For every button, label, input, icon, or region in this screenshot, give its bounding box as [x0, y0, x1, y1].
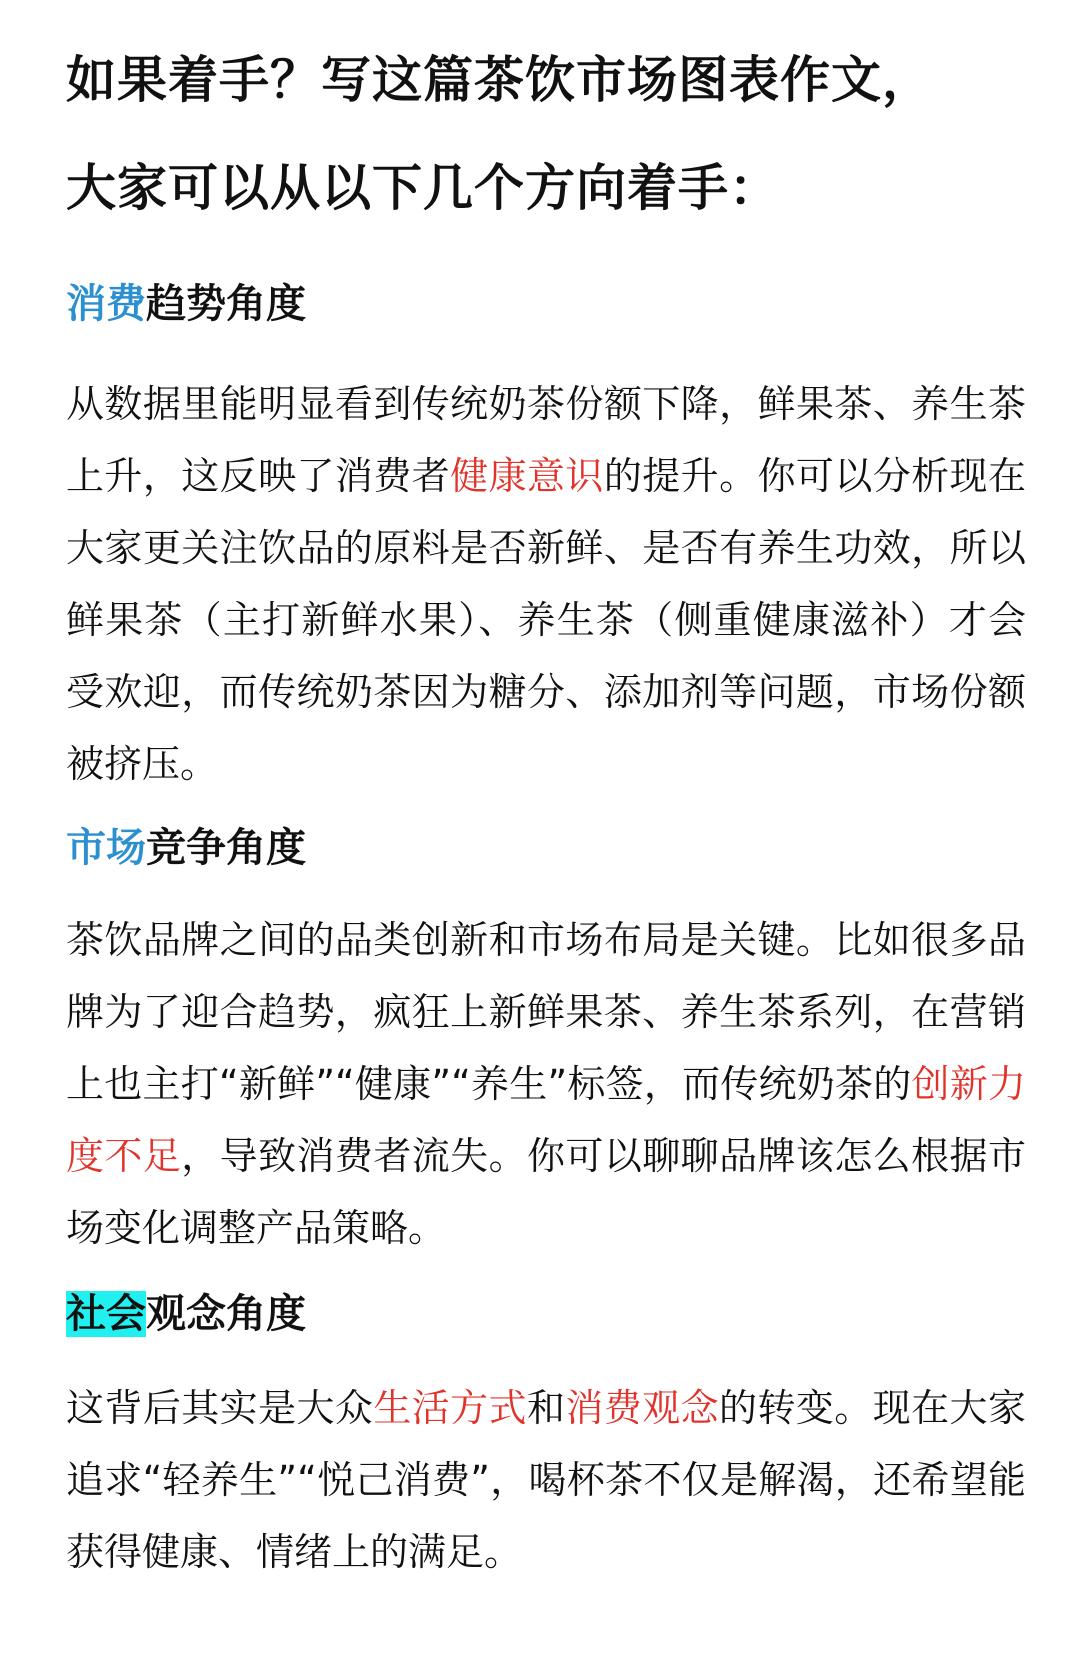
section-paragraph-society [66, 1372, 1026, 1588]
paragraph-text: 和 [526, 1386, 566, 1430]
article [66, 0, 1026, 1588]
section-paragraph-market [66, 904, 1026, 1264]
section-heading-market [66, 820, 1026, 876]
paragraph-text: 茶饮品牌之间的品类创新和市场布局是关键。比如很多品牌为了迎合趋势，疯狂上新鲜果茶、养生茶系列，在营销上也主打“新鲜”“健康”“养生”标签，而传统奶茶的 [66, 918, 1026, 1106]
paragraph-text: 这背后其实是大众 [66, 1386, 374, 1430]
emphasis-text: 生活方式 [373, 1386, 527, 1430]
paragraph-text: 从数据里能明显看到传统奶茶份额下降，鲜果茶、养生茶上升，这反映了消费者 [66, 382, 1026, 498]
section-heading-consumption [66, 276, 1026, 332]
section-paragraph-consumption [66, 368, 1026, 800]
page-title [66, 26, 1026, 242]
heading-text: 观念角度 [146, 1291, 306, 1337]
emphasis-text: 健康意识 [450, 454, 604, 498]
paragraph-text: 的提升。你可以分析现在大家更关注饮品的原料是否新鲜、是否有养生功效，所以鲜果茶（主打新鲜水果）、养生茶（侧重健康滋补）才会受欢迎，而传统奶茶因为糖分、添加剂等问题，市场份额被挤压。 [66, 454, 1026, 786]
title-line-1: 如果着手？写这篇茶饮市场图表作文， [66, 51, 933, 109]
heading-text: 趋势角度 [146, 281, 306, 327]
heading-keyword[interactable]: 市场 [66, 825, 146, 871]
emphasis-text: 创新力度不足 [66, 1062, 1026, 1178]
title-line-2: 大家可以从以下几个方向着手： [66, 159, 780, 217]
section-heading-society [66, 1286, 1026, 1342]
heading-text: 竞争角度 [146, 825, 306, 871]
emphasis-text: 消费观念 [565, 1386, 720, 1430]
heading-keyword[interactable]: 消费 [66, 281, 146, 327]
heading-keyword-highlighted[interactable]: 社会 [66, 1291, 146, 1337]
paragraph-text: ，导致消费者流失。你可以聊聊品牌该怎么根据市场变化调整产品策略。 [66, 1134, 1026, 1250]
paragraph-text: 的转变。现在大家追求“轻养生”“悦己消费”，喝杯茶不仅是解渴，还希望能获得健康、情绪上的满足。 [66, 1386, 1026, 1574]
